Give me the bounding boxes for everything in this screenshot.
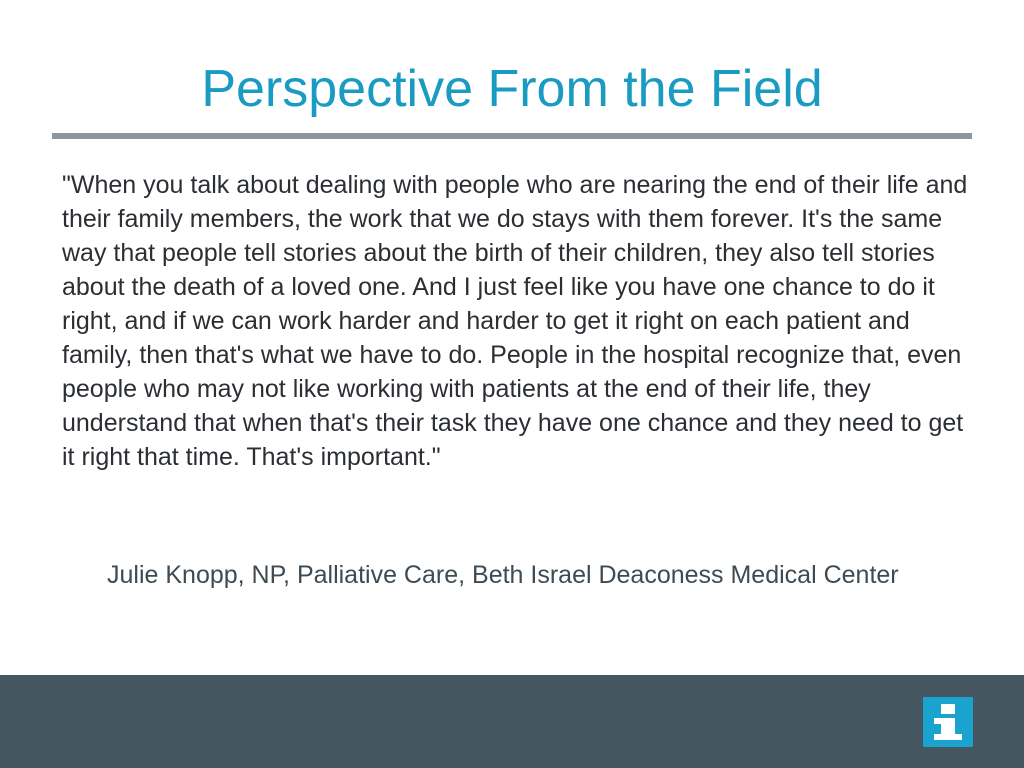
quote-text: "When you talk about dealing with people who are nearing the end of their life and their family members, the work that we do stays with them forever. It's the same way that people tell stories about the birth of their children, they also tell stories about the death of a loved one. And I just feel like you have one chance to do it right, and if we can work harder and harder to get it right on each patient and family, then that's what we have to do. People in the hospital recognize that, even people who may not like working with patients at the end of their life, they understand that when that's their task they have one chance and they need to get it right that time. That's important."	[62, 171, 968, 471]
slide-title: Perspective From the Field	[201, 60, 823, 118]
quote-attribution: Julie Knopp, NP, Palliative Care, Beth Israel Deaconess Medical Center	[107, 561, 899, 589]
info-icon	[923, 697, 973, 747]
title-divider	[52, 133, 972, 139]
footer-bar	[0, 675, 1024, 768]
